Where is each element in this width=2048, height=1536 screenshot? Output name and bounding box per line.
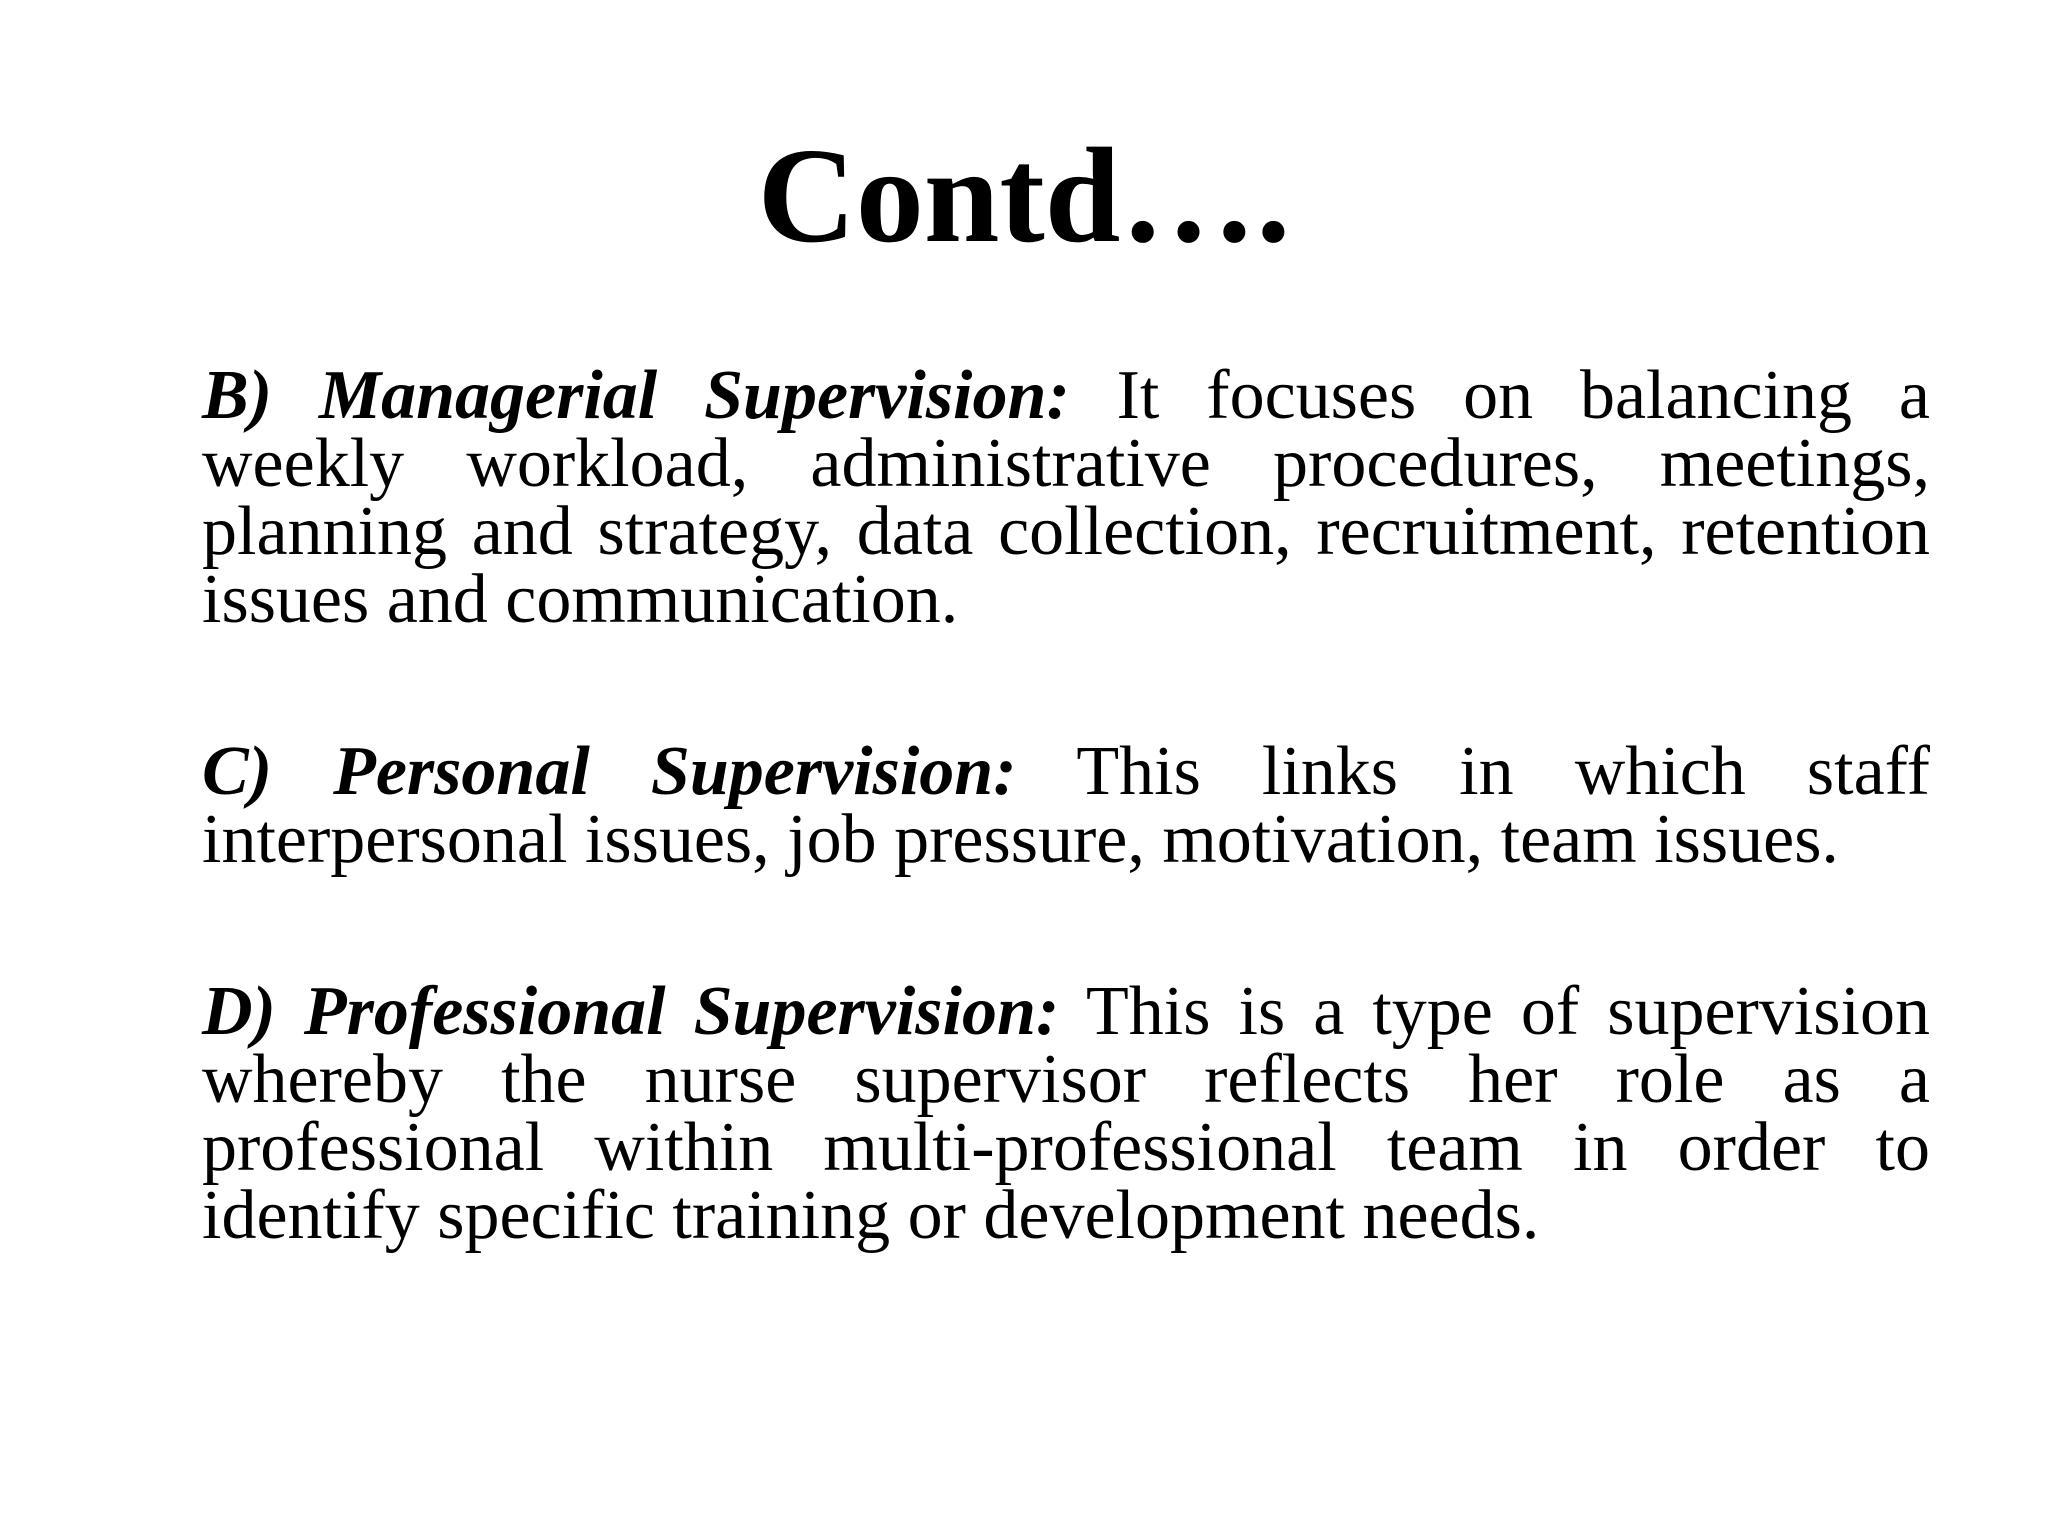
term-personal-supervision: C) Personal Supervision: <box>202 733 1017 810</box>
term-managerial-supervision: B) Managerial Supervision: <box>202 357 1070 434</box>
paragraph-personal-supervision <box>202 733 1930 878</box>
paragraph-managerial-supervision <box>202 357 1930 638</box>
description-personal-supervision: This links in which staff interpersonal issues, job pressure, motivation, team issues. <box>202 733 1930 878</box>
description-managerial-supervision: It focuses on balancing a weekly workload, administrative procedures, meetings, planning and strategy, data collection, recruitment, retention issues and communication. <box>202 357 1930 638</box>
term-professional-supervision: D) Professional Supervision: <box>202 973 1060 1050</box>
description-professional-supervision: This is a type of supervision whereby the nurse supervisor reflects her role as a professional within multi-professional team in order to identify specific training or development needs. <box>202 973 1931 1254</box>
slide-title: Contd…. <box>757 121 1291 271</box>
paragraph-professional-supervision <box>202 973 1931 1254</box>
slide-body <box>202 357 1931 1254</box>
